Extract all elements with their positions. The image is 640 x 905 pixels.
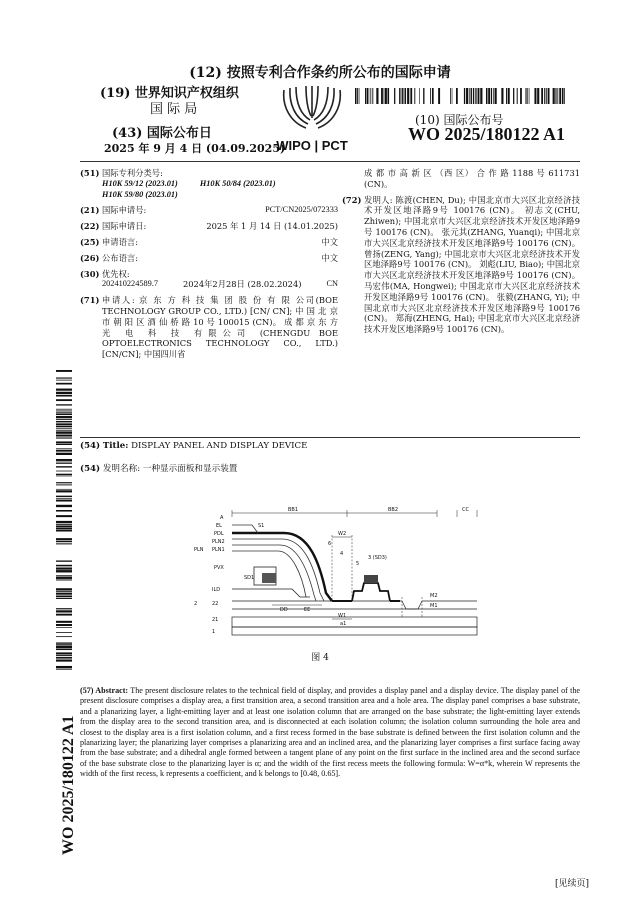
dimension-lines — [232, 510, 477, 619]
label-pln1: PLN1 — [212, 547, 225, 553]
label-22: 22 — [212, 601, 219, 607]
applicant-continued: 成 都 市 高 新 区 （西 区） 合 作 路 1188 号 611731 (CN)。 — [364, 168, 580, 189]
label-ild: ILD — [212, 587, 221, 593]
planarizing-stack — [232, 525, 332, 601]
barcode-side-icon — [56, 370, 72, 670]
publication-date: 2025 年 9 月 4 日 (04.09.2025) — [104, 142, 286, 155]
publication-language: 中文 — [321, 252, 338, 263]
chinese-title-line — [80, 462, 237, 474]
publication-language-inid: (26) — [80, 252, 100, 263]
cross-section-figure — [192, 505, 492, 645]
applicant-continued-row — [342, 168, 580, 190]
label-m2: M2 — [430, 593, 438, 599]
continued-on-next-page: [见续页] — [555, 879, 590, 889]
publication-date-label: (43) 国际公布日 — [112, 126, 212, 141]
filing-language: 中文 — [321, 236, 338, 247]
english-title-line — [80, 441, 307, 451]
divider-top — [80, 161, 580, 162]
ipc-label: 国际专利分类号: — [102, 168, 163, 178]
label-w2: W2 — [338, 531, 347, 537]
ipc-code-2: H10K 50/84 (2023.01) — [199, 178, 276, 188]
priority-number: 202410224589.7 — [102, 279, 159, 289]
label-21: 21 — [212, 617, 219, 623]
label-bb1: BB1 — [288, 507, 299, 513]
label-cc: CC — [462, 507, 469, 513]
barcode-top-icon — [355, 88, 565, 104]
bibliographic-left-column — [80, 168, 338, 365]
filing-date: 2025 年 1 月 14 日 (14.01.2025) — [206, 221, 338, 232]
label-5: 5 — [356, 561, 360, 567]
label-ee: EE — [304, 607, 311, 613]
inventors-text: 发明人: 陈渡(CHEN, Du); 中国北京市大兴区北京经济技术开发区地泽路9号 100176 (CN)。 初志文(CHU, Zhiwen); 中国北京市大兴区北京经济技术开发区地泽路9号 100176 (CN)。 张元其(ZHANG, Yuanqi); 中国北京市大兴区北京经济技术开发区地泽路9号 100176 (CN)。 曾扬(ZENG, Yang); 中国北京市大兴区北京经济技术开发区地泽路9号 100176 (CN)。 刘彪(LIU, Biao); 中国北京市大兴区北京经济技术开发区地泽路9号 100176 (CN)。 马宏伟(MA, Hongwei); 中国北京市大兴区北京经济技术开发区地泽路9号 100176 (CN)。 张毅(ZHANG, Yi); 中国北京市大兴区北京经济技术开发区地泽路9号 100176 (CN)。 郑海(ZHENG, Hai); 中国北京市大兴区北京经济技术开发区地泽路9号 100176 (CN)。 — [364, 194, 580, 335]
label-s1: S1 — [258, 523, 265, 529]
publication-number-label: (10) 国际公布号 — [415, 113, 504, 127]
english-title-inid: (54) — [80, 441, 101, 451]
divider-middle — [80, 437, 580, 438]
chinese-title-inid: (54) — [80, 464, 101, 474]
wipo-logo-icon — [262, 84, 362, 156]
english-title-label: Title: — [102, 441, 129, 451]
label-pdl: PDL — [214, 531, 224, 537]
label-a: A — [220, 515, 224, 521]
isolation-column — [332, 575, 400, 601]
label-pln2: PLN2 — [212, 539, 225, 545]
document-title: (12) 按照专利合作条约所公布的国际申请 — [189, 65, 451, 81]
abstract-text: The present disclosure relates to the technical field of display, and provides a display panel and a display device. The display panel of the present disclosure comprises a display area, a first transition area, a second transition area and a hole area. The display panel comprises a base substrate, and a planarizing layer, a light-emitting layer and at least one isolation column that are arranged on the base substrate; the light-emitting layer extends from the display area to the second transition area, and is disconnected at each isolation column; the isolation column surrounding the hole area and closest to the display area is a first isolation column, and a first recess formed in the base substrate is defined between the first isolation column and the planarizing layer; the planarizing layer comprises a planarizing area and an inclined area, and the planarizing layer comprises a first surface facing away from the base substrate; and a dihedral angle formed between a tangent plane of any point on the first surface in the inclined area and the second surface of the base substrate close to the planarizing layer is α; and the width of the first recess meets the following formula: W=α*k, wherein W represents the width of the first recess, k represents a coefficient, and k belongs to [0.48, 0.65]. — [80, 686, 580, 779]
label-a1: a1 — [340, 621, 347, 627]
application-number: PCT/CN2025/072333 — [265, 205, 338, 215]
priority-date: 2024年2月28日 (28.02.2024) — [183, 279, 302, 290]
applicant-text: 申请人: 京 东 方 科 技 集 团 股 份 有 限 公司(BOE TECHNOLOGY GROUP CO., LTD.) [CN/ CN]; 中 国 北 京 市 朝 阳 区 酒 仙 桥 路 10 号 100015 (CN)。 成 都 京 东 方 光 电 科 技 有限公司 (CHENGDU BOE OPTOELECTRONICS TECHNOLOGY CO., LTD.) [CN/CN]; 中国四川省 — [102, 295, 338, 360]
label-2: 2 — [194, 601, 198, 607]
priority-label: 优先权: — [102, 268, 130, 279]
filing-language-inid: (25) — [80, 236, 100, 247]
filing-date-label: 国际申请日: — [102, 221, 147, 232]
label-w1: W1 — [338, 613, 347, 619]
side-publication-number: WO 2025/180122 A1 — [60, 715, 77, 855]
application-number-label: 国际申请号: — [102, 205, 147, 216]
ipc-code-3: H10K 59/80 (2023.01) — [102, 189, 178, 199]
figure-caption: 图 4 — [311, 653, 329, 663]
filing-date-inid: (22) — [80, 221, 100, 232]
ipc-code-1: H10K 59/12 (2023.01) — [102, 178, 178, 188]
abstract — [80, 686, 580, 780]
international-bureau: 国 际 局 — [150, 102, 198, 117]
label-3: 3 (SD3) — [368, 555, 387, 561]
label-bb2: BB2 — [388, 507, 399, 513]
publication-language-label: 公布语言: — [102, 252, 138, 263]
publication-number: WO 2025/180122 A1 — [408, 124, 566, 144]
priority-inid: (30) — [80, 268, 100, 279]
ipc-row — [80, 168, 338, 200]
label-m1: M1 — [430, 603, 438, 609]
organization-name: (19) 世界知识产权组织 — [100, 86, 239, 101]
english-title: DISPLAY PANEL AND DISPLAY DEVICE — [131, 441, 308, 451]
substrate-layers — [232, 601, 477, 635]
filing-language-row — [80, 237, 338, 248]
label-4: 4 — [340, 551, 344, 557]
applicant-inid: (71) — [80, 295, 100, 306]
application-number-row — [80, 205, 338, 216]
inventors-inid: (72) — [342, 194, 362, 205]
label-1: 1 — [212, 629, 216, 635]
filing-date-row — [80, 221, 338, 232]
chinese-title: 一种显示面板和显示装置 — [142, 464, 238, 474]
logo-text: WIPO | PCT — [276, 138, 348, 153]
publication-language-row — [80, 253, 338, 264]
chinese-title-label: 发明名称: — [102, 464, 141, 474]
priority-country: CN — [326, 279, 338, 289]
label-el: EL — [216, 523, 222, 529]
abstract-label: (57) Abstract: — [80, 686, 129, 695]
label-6: 6 — [328, 541, 332, 547]
application-number-inid: (21) — [80, 205, 100, 216]
label-pvx: PVX — [214, 565, 224, 571]
inventors-row — [342, 195, 580, 335]
label-sd1: SD1 — [244, 575, 255, 581]
ipc-inid: (51) — [80, 168, 100, 178]
filing-language-label: 申请语言: — [102, 236, 138, 247]
applicant-row — [80, 295, 338, 360]
priority-row — [80, 269, 338, 291]
figure-labels — [194, 507, 469, 635]
label-pln: PLN — [194, 547, 204, 553]
label-dd: DD — [280, 607, 288, 613]
bibliographic-right-column — [342, 168, 580, 340]
